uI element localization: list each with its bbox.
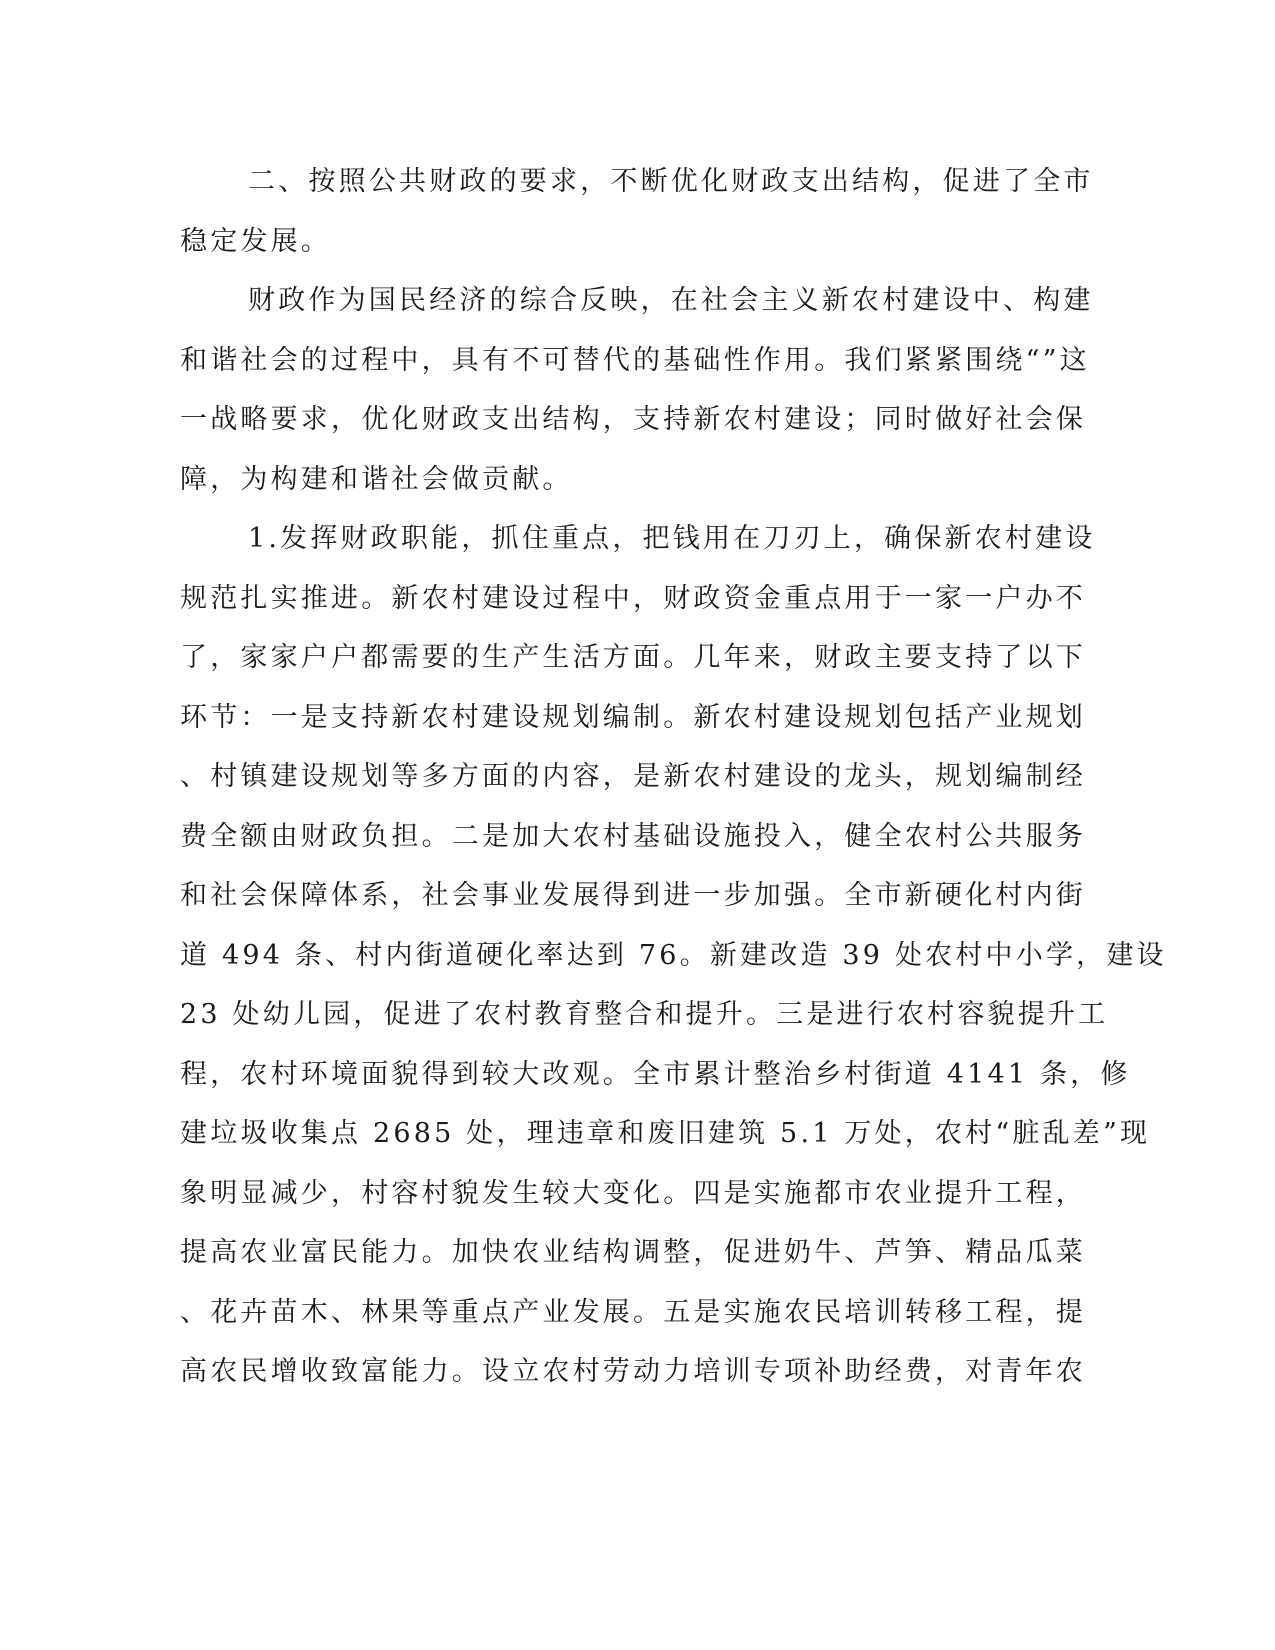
section-heading-line: 二、按照公共财政的要求，不断优化财政支出结构，促进了全市 (248, 166, 1094, 197)
paragraph-line: 环节：一是支持新农村建设规划编制。新农村建设规划包括产业规划 (180, 701, 1086, 733)
paragraph-line: 、村镇建设规划等多方面的内容，是新农村建设的龙头，规划编制经 (180, 761, 1086, 792)
paragraph-line: 1.发挥财政职能，抓住重点，把钱用在刀刃上，确保新农村建设 (248, 523, 1096, 554)
paragraph-line: 费全额由财政负担。二是加大农村基础设施投入，健全农村公共服务 (180, 820, 1086, 852)
paragraph-line: 了，家家户户都需要的生产生活方面。几年来，财政主要支持了以下 (180, 642, 1086, 673)
paragraph-line: 象明显减少，村容村貌发生较大变化。四是实施都市农业提升工程， (180, 1177, 1086, 1209)
paragraph-line: 23 处幼儿园，促进了农村教育整合和提升。三是进行农村容貌提升工 (180, 999, 1109, 1030)
paragraph-line: 建垃圾收集点 2685 处，理违章和废旧建筑 5.1 万处，农村“脏乱差”现 (180, 1118, 1151, 1149)
paragraph-line: 、花卉苗木、林果等重点产业发展。五是实施农民培训转移工程，提 (180, 1296, 1086, 1328)
body-text (180, 152, 1167, 1402)
paragraph-line: 道 494 条、村内街道硬化率达到 76。新建改造 39 处农村中小学，建设 (180, 939, 1167, 971)
paragraph-line: 提高农业富民能力。加快农业结构调整，促进奶牛、芦笋、精品瓜菜 (180, 1237, 1086, 1268)
paragraph-line: 和谐社会的过程中，具有不可替代的基础性作用。我们紧紧围绕“”这 (180, 344, 1090, 376)
paragraph-line: 程，农村环境面貌得到较大改观。全市累计整治乡村街道 4141 条，修 (180, 1058, 1131, 1090)
paragraph-line: 规范扎实推进。新农村建设过程中，财政资金重点用于一家一户办不 (180, 582, 1086, 614)
paragraph-line: 高农民增收致富能力。设立农村劳动力培训专项补助经费，对青年农 (180, 1356, 1086, 1387)
paragraph-line: 一战略要求，优化财政支出结构，支持新农村建设；同时做好社会保 (180, 404, 1086, 435)
paragraph-line: 和社会保障体系，社会事业发展得到进一步加强。全市新硬化村内街 (180, 880, 1086, 911)
paragraph-line: 障，为构建和谐社会做贡献。 (180, 463, 573, 495)
section-heading-line: 稳定发展。 (180, 225, 331, 257)
paragraph-line: 财政作为国民经济的综合反映，在社会主义新农村建设中、构建 (248, 285, 1094, 316)
